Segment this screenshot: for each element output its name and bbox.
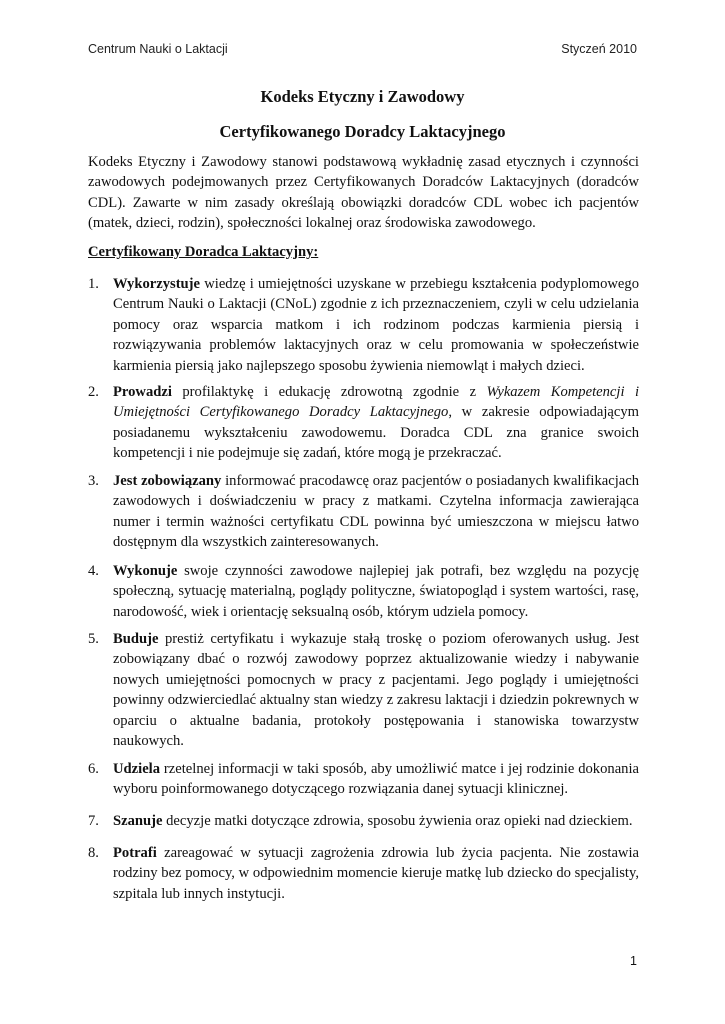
item-number: 7.: [88, 813, 99, 829]
item-text: prestiż certyfikatu i wykazuje stałą troskę o poziom oferowanych usług. Jest zobowiązany dbać o rozwój zawodowy poprzez aktualizowanie wiedzy i nabywanie nowych umiejętności pomocnych w pracy z pacjentami. Jego poglądy i umiejętności powinny odzwierciedlać aktualny stan wiedzy z zakresu laktacji i dziedzin pokrewnych w oparciu o aktualne badania, protokoły postępowania i stanowiska towarzystw naukowych.: [113, 631, 639, 750]
item-text: decyzje matki dotyczące zdrowia, sposobu żywienia oraz opieki nad dzieckiem.: [162, 813, 633, 829]
document-subtitle: Certyfikowanego Doradcy Laktacyjnego: [219, 122, 506, 141]
item-keyword: Wykonuje: [113, 563, 178, 579]
intro-paragraph: Kodeks Etyczny i Zawodowy stanowi podstawową wykładnię zasad etycznych i czynności zawodowych podejmowanych przez Certyfikowanych Doradców Laktacyjnych (doradców CDL). Zawarte w nim zasady określają obowiązki doradców CDL wobec ich pacjentów (matek, dzieci, rodzin), społeczności lokalnej oraz środowiska zawodowego.: [88, 154, 639, 232]
item-text: profilaktykę i edukację zdrowotną zgodnie z: [171, 384, 487, 400]
header-date: Styczeń 2010: [561, 42, 637, 56]
list-item: [88, 382, 639, 464]
page-header: [88, 42, 637, 60]
item-number: 8.: [88, 845, 99, 861]
document-title: Kodeks Etyczny i Zawodowy: [260, 87, 465, 106]
item-number: 6.: [88, 761, 99, 777]
item-text: swoje czynności zawodowe najlepiej jak potrafi, bez względu na pozycję społeczną, sytuację materialną, poglądy polityczne, światopogląd i system wartości, rasę, narodowość, wiek i orientację seksualną osób, którym udziela pomocy.: [113, 563, 639, 620]
item-keyword: Potrafi: [113, 845, 157, 861]
list-item: [88, 471, 639, 553]
header-organization: Centrum Nauki o Laktacji: [88, 42, 228, 56]
list-item: [88, 759, 639, 800]
item-number: 1.: [88, 276, 99, 292]
item-keyword: Udziela: [113, 761, 161, 777]
page-number: 1: [630, 954, 637, 968]
list-item: [88, 561, 639, 622]
item-number: 3.: [88, 473, 99, 489]
item-document-reference: Wykazem Kompetencji i Umiejętności Certyfikowanego Doradcy Laktacyjnego: [113, 384, 639, 421]
item-keyword: Wykorzystuje: [113, 276, 201, 292]
item-number: 5.: [88, 631, 99, 647]
section-heading: Certyfikowany Doradca Laktacyjny:: [88, 244, 319, 260]
list-item: [88, 274, 639, 376]
item-number: 4.: [88, 563, 99, 579]
list-item: [88, 811, 639, 831]
item-keyword: Jest zobowiązany: [113, 473, 222, 489]
item-keyword: Prowadzi: [113, 384, 172, 400]
item-keyword: Buduje: [113, 631, 159, 647]
item-text: informować pracodawcę oraz pacjentów o posiadanych kwalifikacjach zawodowych i doświadczeniu w pracy z matkami. Czytelna informacja zawierająca numer i termin ważności certyfikatu CDL powinna być umieszczona w miejscu łatwo dostępnym dla wszystkich zainteresowanych.: [113, 473, 640, 551]
list-item: [88, 629, 639, 751]
item-text-continued: , w zakresie odpowiadającym posiadanemu wykształceniu zawodowemu. Doradca CDL zna granice swoich kompetencji i nie podejmuje się zadań, które mogą je przekraczać.: [113, 404, 639, 462]
item-text: zareagować w sytuacji zagrożenia zdrowia lub życia pacjenta. Nie zostawia rodziny bez pomocy, w odpowiednim momencie kieruje matkę lub dziecko do specjalisty, szpitala lub innych instytucji.: [113, 845, 639, 902]
item-number: 2.: [88, 384, 99, 400]
item-text: rzetelnej informacji w taki sposób, aby umożliwić matce i jej rodzinie dokonania wyboru poinformowanego dotyczącego rozwiązania danej sytuacji klinicznej.: [113, 761, 639, 798]
item-text: wiedzę i umiejętności uzyskane w przebiegu kształcenia podyplomowego Centrum Nauki o Laktacji (CNoL) zgodnie z ich przeznaczeniem, czyli w celu udzielania pomocy oraz wsparcia matkom i ich rodzinom podczas karmienia piersią i rozwiązywania problemów laktacyjnych oraz w celu promowania w społeczeństwie karmienia piersią jako najlepszego sposobu żywienia niemowląt i małych dzieci.: [113, 276, 639, 374]
item-keyword: Szanuje: [113, 813, 163, 829]
list-item: [88, 843, 639, 904]
